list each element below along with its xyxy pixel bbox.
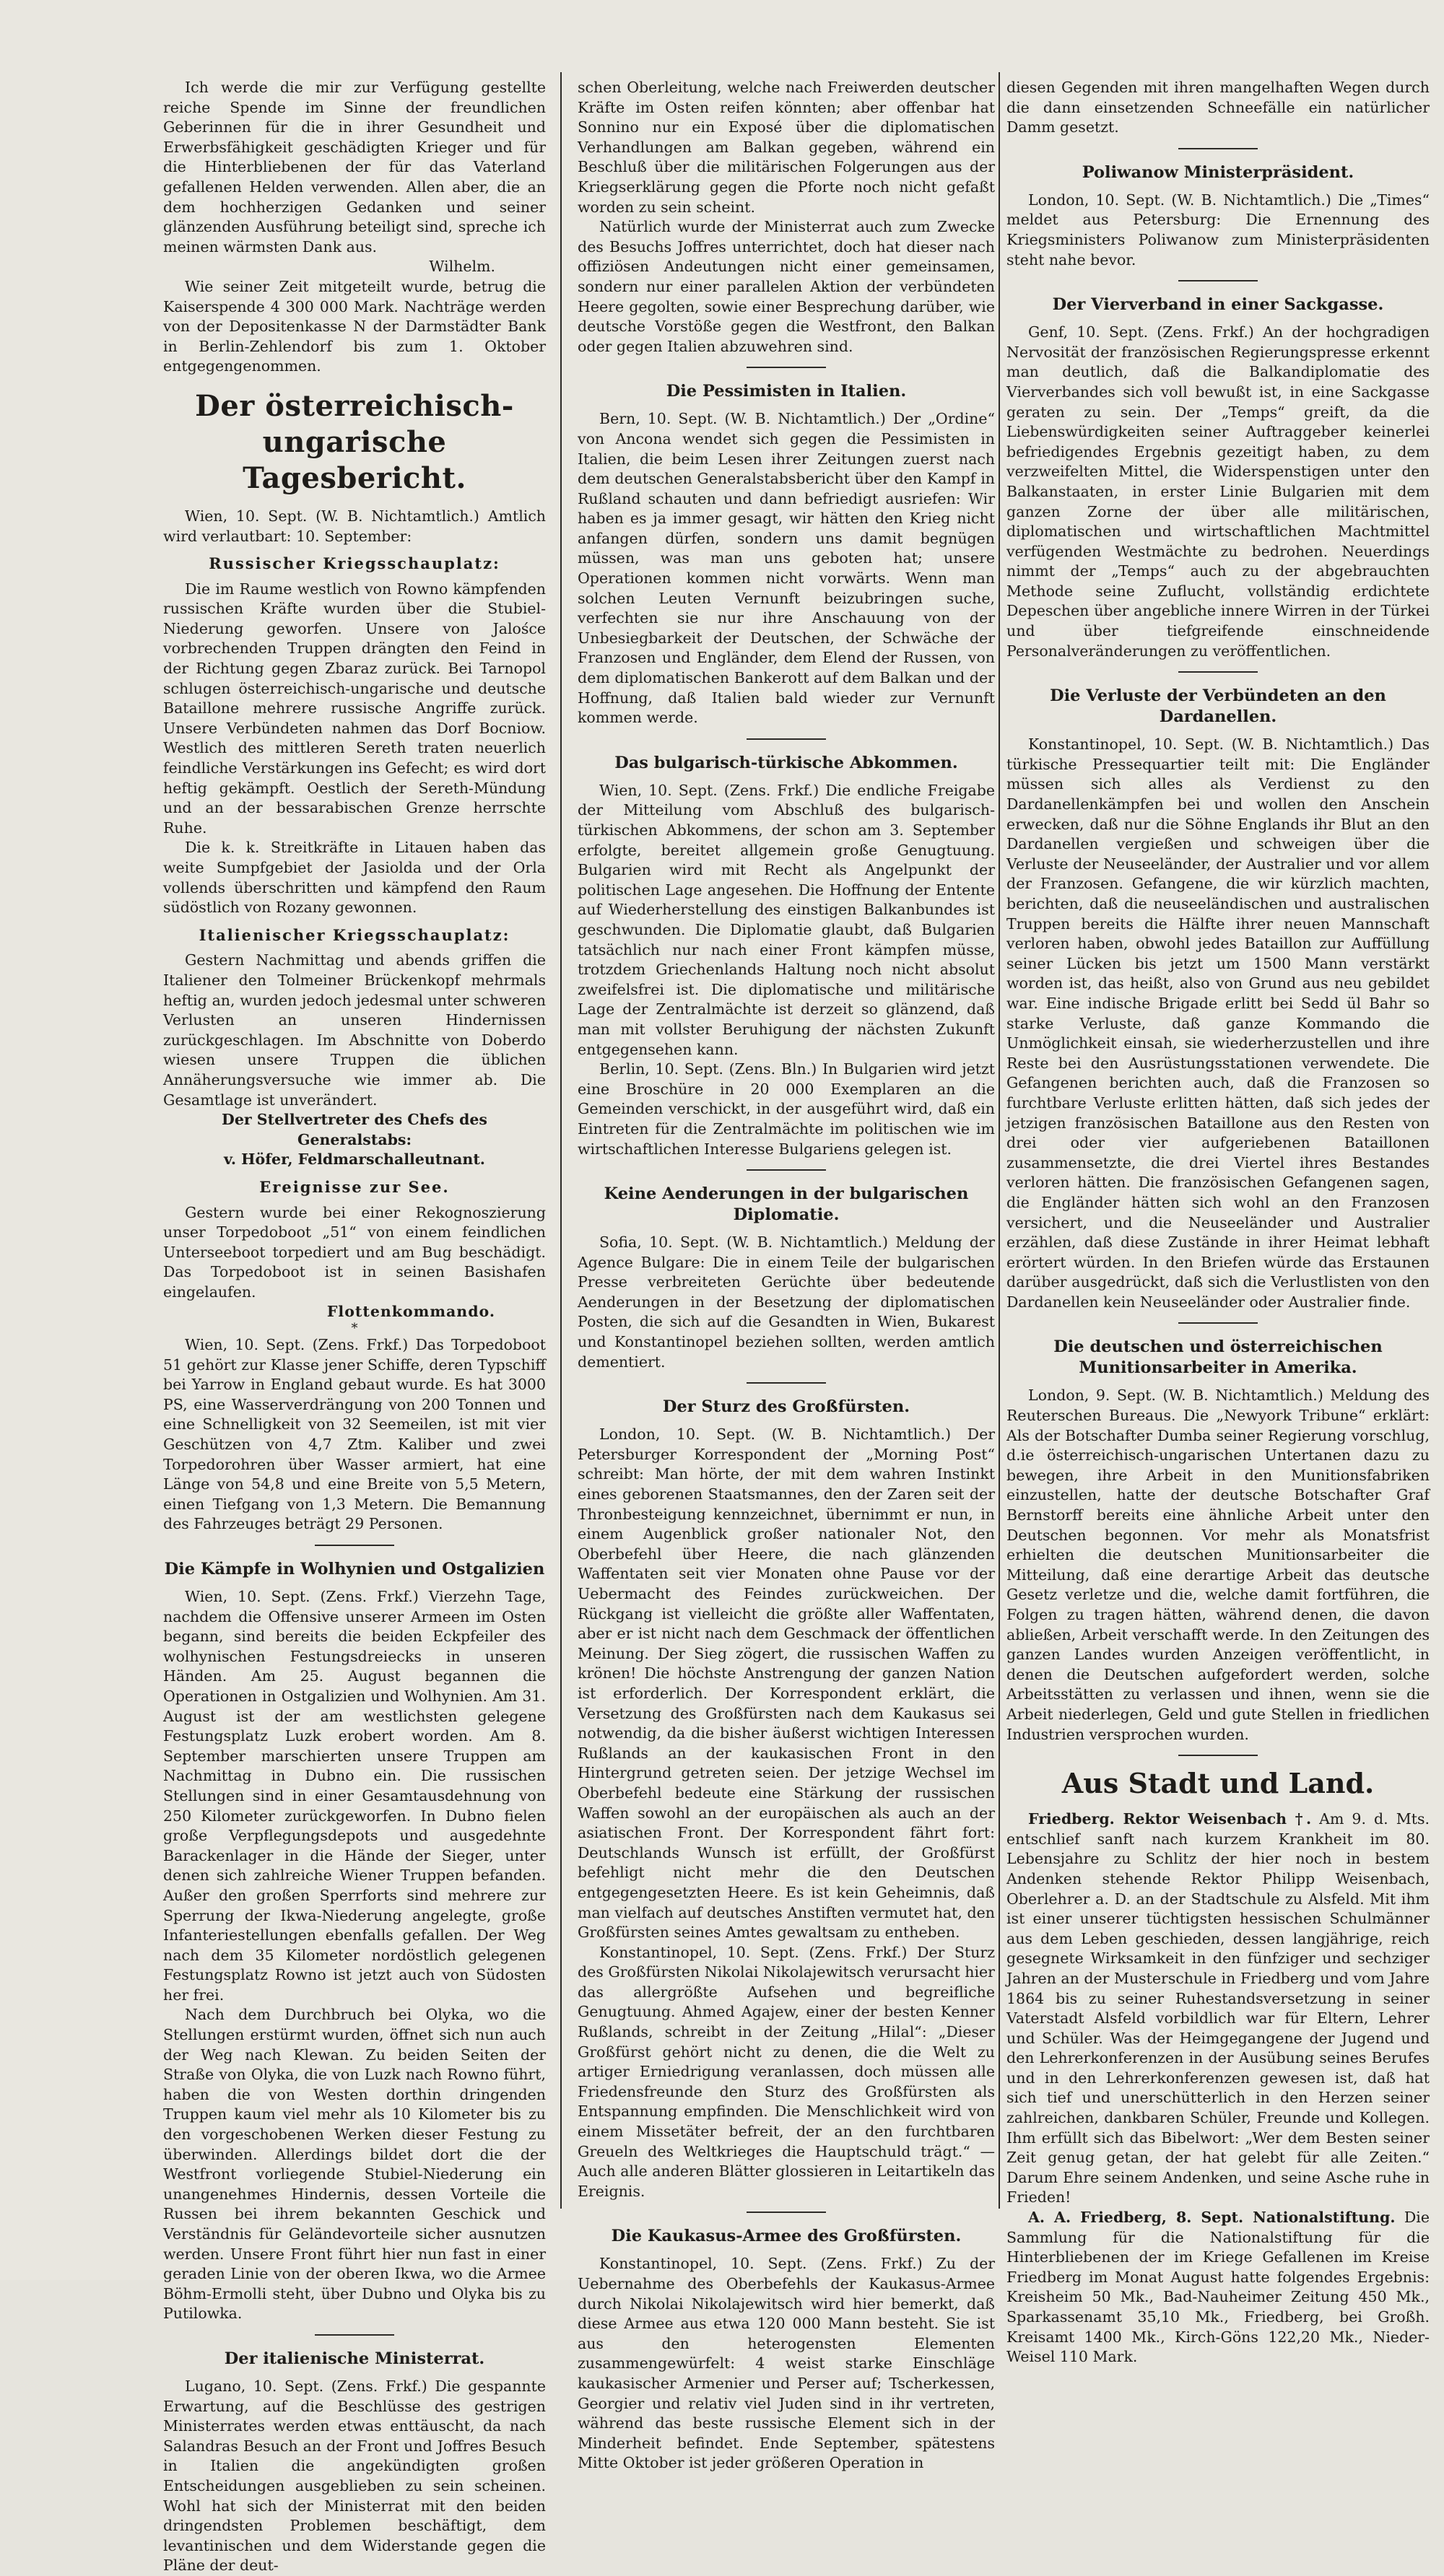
headline: Der Vierverband in einer Sackgasse.	[1052, 295, 1384, 315]
section-divider	[1178, 1755, 1258, 1756]
article-text: Die Sammlung für die Nationalstiftung für die Hinterbliebenen der im Kriege Gefallenen im Kreise Friedberg im Monat August hatte folgendes Ergebnis: Kreisheim 50 Mk., Bad-Nauheimer Zeitung 450 Mk., Sparkassenamt 35,10 Mk., Friedberg, bei Großh. Kreisamt 1400 Mk., Kirch-Göns 122,20 Mk., Nieder-Weisel 110 Mark.	[1006, 2209, 1430, 2366]
article-paragraph: Konstantinopel, 10. Sept. (W. B. Nichtamtlich.) Das türkische Pressequartier teilt mit: Die Engländer müssen sich alles als Verdienst zu den Dardanellenkämpfen bei und wollen den Anschein erwecken, daß nur die Söhne Englands ihr Blut an den Dardanellen vergießen und schweigen über die Verluste der Neuseeländer, der Australier und vor allem der Franzosen. Gefangene, die wir kürzlich machten, berichten, daß die neuseeländischen und australischen Truppen bereits die Hälfte ihrer neuen Mannschaft verloren haben, obwohl jedes Bataillon zur Auffüllung seiner Lücken bis jetzt um 1500 Mann verstärkt worden ist, das heißt, also von Grund aus neu gebildet war. Eine indische Brigade erlitt bei Sedd ül Bahr so starke Verluste, daß ganze Kommando die Unmöglichkeit einsah, sie wiederherzustellen und ihre Reste bei den Ausrüstungsstationen verwendete. Die Gefangenen berichten auch, daß die Franzosen so furchtbare Verluste erlitten hätten, daß sich jedes der jetzigen französischen Bataillone aus den Resten von drei oder vier aufgeriebenen Bataillonen zusammensetzte, die drei Viertel ihres Bestandes verloren hätten. Die französischen Gefangenen sagen, die Engländer hätten sich wohl an den Franzosen versichert, und die Neuseeländer und Australier erzählen, daß diese Zustände in ihrer Heimat lebhaft erörtert würden. In den Briefen würde das Erstaunen darüber ausgedrückt, daß sich die Verlustlisten von den Dardanellen kein Neuseeländer oder Australier finde.	[1006, 735, 1430, 1311]
section-divider	[1178, 148, 1258, 149]
section-divider	[315, 1545, 394, 1546]
signature: Der Stellvertreter des Chefs des Generalstabs:	[222, 1111, 487, 1148]
signature: Wilhelm.	[429, 258, 495, 276]
article-lead: Friedberg. Rektor Weisenbach †.	[1028, 1810, 1312, 1828]
article-paragraph: Lugano, 10. Sept. (Zens. Frkf.) Die gespannte Erwartung, auf die Beschlüsse des gestrigen Ministerrates werden etwas enttäuscht, da nach Salandras Besuch an der Front und Joffres Besuch in Italien die angekündigten großen Entscheidungen ausgeblieben zu sein scheinen. Wohl hat sich der Ministerrat mit den beiden dringendsten Problemen beschäftigt, dem levantinischen und dem Widerstande gegen die Pläne der deut-	[163, 2377, 546, 2575]
subheading: Italienischer Kriegsschauplatz:	[199, 925, 510, 944]
section-divider	[1178, 671, 1258, 673]
article-paragraph: Die k. k. Streitkräfte in Litauen haben das weite Sumpfgebiet der Jasiolda und der Orla vollends überschritten und kämpfend den Raum südöstlich von Rozany gewonnen.	[163, 839, 546, 917]
subheading: Ereignisse zur See.	[259, 1177, 450, 1196]
column-rule	[560, 72, 562, 2209]
headline: Die Kämpfe in Wolhynien und Ostgalizien	[164, 1560, 545, 1579]
column-middle	[578, 78, 996, 2472]
article-paragraph: Wien, 10. Sept. (Zens. Frkf.) Die endliche Freigabe der Mitteilung vom Abschluß des bulgarisch-türkischen Abkommens, der schon am 3. September erfolgte, bereitet allgemein große Genugtuung. Bulgarien wird mit Recht als Angelpunkt der politischen Lage angesehen. Die Hoffnung der Entente auf Wiederherstellung des einstigen Balkanbundes ist geschwunden. Die Diplomatie glaubt, daß Bulgarien tatsächlich nur nach einer Front kämpfen müsse, trotzdem Griechenlands Haltung noch nicht absolut zweifelsfrei ist. Die diplomatische und militärische Lage der Zentralmächte ist derzeit so glänzend, daß man mit vollster Beruhigung der nächsten Zukunft entgegensehen kann.	[578, 781, 995, 1058]
section-divider	[1178, 1322, 1258, 1324]
column-rule	[999, 72, 1000, 2209]
headline: Der Sturz des Großfürsten.	[662, 1397, 910, 1417]
article-paragraph: Wien, 10. Sept. (Zens. Frkf.) Vierzehn Tage, nachdem die Offensive unserer Armeen im Osten begann, sind bereits die beiden Eckpfeiler des wolhynischen Festungsdreiecks in unseren Händen. Am 25. August begannen die Operationen in Ostgalizien und Wolhynien. Am 31. August ist der am westlichsten gelegene Festungsplatz Luzk erobert worden. Am 8. September marschierten unsere Truppen am Nachmittag in Dubno ein. Die russischen Stellungen sind in einer Gesamtausdehnung von 250 Kilometer zurückgeworfen. In Dubno fielen große Verpflegungsdepots und ausgedehnte Barackenlager in die Hände der Sieger, unter denen sich zahlreiche Wiener Truppen befanden. Außer den großen Sperrforts sind mehrere zur Sperrung der Ikwa-Niederung angelegte, große Infanteriestellungen ebenfalls gefallen. Der Weg nach dem 35 Kilometer nordöstlich gelegenen Festungsplatz Rowno ist jetzt auch von Südosten her frei.	[163, 1588, 546, 2004]
article-paragraph: Berlin, 10. Sept. (Zens. Bln.) In Bulgarien wird jetzt eine Broschüre in 20 000 Exemplaren an die Gemeinden verschickt, in der ausgeführt wird, daß ein Eintreten für die Zentralmächte im politischen wie im wirtschaftlichen Interesse Bulgariens gelegen ist.	[578, 1060, 995, 1158]
section-divider	[747, 738, 826, 740]
article-paragraph: Gestern wurde bei einer Rekognoszierung unser Torpedoboot „51“ von einem feindlichen Unterseeboot torpediert und am Bug beschädigt. Das Torpedoboot ist in seinen Basishafen eingelaufen.	[163, 1203, 546, 1301]
article-paragraph: Ich werde die mir zur Verfügung gestellte reiche Spende im Sinne der freundlichen Geberinnen für die in ihrer Gesundheit und Erwerbsfähigkeit geschädigten Krieger und für die Hinterbliebenen der für das Vaterland gefallenen Helden verwenden. Allen aber, die an dem hochherzigen Gedanken und seiner glänzenden Ausführung beteiligt sind, spreche ich meinen wärmsten Dank aus.	[163, 79, 546, 256]
headline: Keine Aenderungen in der bulgarischen Diplomatie.	[604, 1184, 969, 1225]
article-paragraph: Wie seiner Zeit mitgeteilt wurde, betrug die Kaiserspende 4 300 000 Mark. Nachträge werden von der Depositenkasse N der Darmstädter Bank in Berlin-Zehlendorf bis zum 1. Oktober entgegengenommen.	[163, 277, 546, 375]
article-paragraph: London, 9. Sept. (W. B. Nichtamtlich.) Meldung des Reuterschen Bureaus. Die „Newyork Tribune“ erklärt: Als der Botschafter Dumba seiner Regierung vorschlug, d.ie österreichisch-ungarischen Untertanen dazu zu bewegen, ihre Arbeit in den Munitionsfabriken einzustellen, hatte der deutsche Botschafter Graf Bernstorff bereits eine ähnliche Arbeit unter den Deutschen begonnen. Vor mehr als Monatsfrist erhielten die deutschen Munitionsarbeiter die Mitteilung, daß eine derartige Arbeit das deutsche Gesetz verletze und die, welche damit fortführen, die Folgen zu tragen hätten, während denen, die davon abließen, Arbeit verschafft werde. In den Zeitungen des ganzen Landes wurden Anzeigen veröffentlicht, in denen die Deutschen aufgefordert werden, solche Arbeitsstätten zu verlassen und ihnen, wenn sie die Arbeit niederlegen, Geld und gute Stellen in friedlichen Industrien versprochen wurden.	[1006, 1387, 1430, 1743]
article-paragraph: Wien, 10. Sept. (Zens. Frkf.) Das Torpedoboot 51 gehört zur Klasse jener Schiffe, deren Typschiff bei Yarrow in England gebaut wurde. Es hat 3000 PS, eine Wasserverdrängung von 200 Tonnen und eine Schnelligkeit von 32 Seemeilen, ist mit vier Geschützen von 4,7 Ztm. Kaliber und zwei Torpedorohren über Wasser armiert, hat eine Länge von 54,8 und eine Breite von 5,5 Metern, einen Tiefgang von 1,3 Metern. Die Bemannung des Fahrzeuges beträgt 29 Personen.	[163, 1336, 546, 1533]
column-right	[1006, 78, 1430, 2366]
article-paragraph: London, 10. Sept. (W. B. Nichtamtlich.) Die „Times“ meldet aus Petersburg: Die Ernennung des Kriegsministers Poliwanow zum Ministerpräsidenten steht nahe bevor.	[1006, 191, 1430, 268]
article-paragraph: Gestern Nachmittag und abends griffen die Italiener den Tolmeiner Brückenkopf mehrmals heftig an, wurden jedoch jedesmal unter schweren Verlusten an unseren Hindernissen zurückgeschlagen. Im Abschnitte von Doberdo wiesen unsere Truppen die üblichen Annäherungsversuche wie immer ab. Die Gesamtlage ist unverändert.	[163, 951, 546, 1109]
section-divider	[747, 367, 826, 368]
section-divider	[315, 2334, 394, 2336]
article-paragraph: Konstantinopel, 10. Sept. (Zens. Frkf.) Der Sturz des Großfürsten Nikolai Nikolajewitsch verursacht hier das allergrößte Aufsehen und begreifliche Genugtuung. Ahmed Agajew, einer der besten Kenner Rußlands, schreibt in der Zeitung „Hilal“: „Dieser Großfürst gehört nicht zu denen, die die Welt zu artiger Erniedrigung veranlassen, doch müssen alle Friedensfreunde den Sturz des Großfürsten als Entspannung empfinden. Die Menschlichkeit wird von einem Missetäter befreit, der an den furchtbaren Greueln des Weltkrieges die Hauptschuld trägt.“ — Auch alle anderen Blätter glossieren in Leitartikeln das Ereignis.	[578, 1943, 996, 2200]
article-lead: A. A. Friedberg, 8. Sept. Nationalstiftung.	[1028, 2209, 1396, 2227]
article-paragraph: Nach dem Durchbruch bei Olyka, wo die Stellungen erstürmt wurden, öffnet sich nun auch der Weg nach Klewan. Zu beiden Seiten der Straße von Olyka, die von Luzk nach Rowno führt, haben die von Westen dorthin dringenden Truppen kaum viel mehr als 10 Kilometer bis zu den vorgeschobenen Werken dieser Festung zu überwinden. Allerdings bildet dort die der Westfront vorliegende Stubiel-Niederung ein unangenehmes Hindernis, dessen Vorteile die Russen bei ihrem bekannten Geschick und Verständnis für Geländevorteile sicher ausnutzen werden. Unsere Front führt hier nun fast in einer geraden Linie von der oberen Ikwa, wo die Armee Böhm-Ermolli steht, über Dubno und Olyka bis zu Putilowka.	[163, 2006, 546, 2323]
headline: Die Kaukasus-Armee des Großfürsten.	[611, 2227, 962, 2246]
headline: Der italienische Ministerrat.	[224, 2349, 485, 2368]
headline: Poliwanow Ministerpräsident.	[1082, 162, 1354, 182]
section-divider	[1178, 280, 1258, 281]
signature: Flottenkommando.	[326, 1303, 495, 1321]
headline: Die Pessimisten in Italien.	[666, 382, 907, 401]
article-paragraph	[1006, 1809, 1430, 2208]
headline: Die Verluste der Verbündeten an den Dardanellen.	[1050, 686, 1386, 727]
article-paragraph: diesen Gegenden mit ihren mangelhaften Wegen durch die dann einsetzenden Schneefälle ein natürlicher Damm gesetzt.	[1006, 79, 1430, 136]
section-divider	[747, 2212, 826, 2213]
article-paragraph: Die im Raume westlich von Rowno kämpfenden russischen Kräfte wurden über die Stubiel-Niederung geworfen. Unsere von Jalośce vorbrechenden Truppen drängten den Feind in der Richtung gegen Zbaraz zurück. Bei Tarnopol schlugen österreichisch-ungarische und deutsche Bataillone mehrere russische Angriffe zurück. Unsere Verbündeten nahmen das Dorf Bocniow. Westlich des mittleren Sereth traten neuerlich feindliche Verstärkungen ins Gefecht; es wird dort heftig gekämpft. Oestlich der Sereth-Mündung und an der bessarabischen Grenze herrschte Ruhe.	[163, 580, 546, 837]
section-divider	[747, 1169, 826, 1171]
headline-tagesbericht: Der österreichisch-ungarische Tagesbericht.	[195, 388, 514, 495]
article-paragraph	[1006, 2208, 1430, 2367]
article-text: Am 9. d. Mts. entschlief sanft nach kurzem Krankheit im 80. Lebensjahre zu Schlitz der hier noch in bestem Andenken stehende Rektor Philipp Weisenbach, Oberlehrer a. D. an der Stadtschule zu Alsfeld. Mit ihm ist einer unserer tüchtigsten hessischen Schulmänner aus dem Leben geschieden, dessen langjährige, reich gesegnete Wirksamkeit in den fünfziger und sechziger Jahren an der Musterschule in Friedberg und vom Jahre 1864 bis zu seiner Ruhestandsversetzung in seiner Vaterstadt Alsfeld vorbildlich war für Eltern, Lehrer und Schüler. Was der Heimgegangene der Jugend und den Lehrerkonferenzen in der Ausübung seines Berufes und in den Lehrerkonferenzen gewesen ist, daß hat sich tief und unerschütterlich in den Herzen seiner zahlreichen, dankbaren Schüler, Freunde und Kollegen. Ihm erfüllt sich das Bibelwort: „Wer dem Besten seiner Zeit genug getan, der hat gelebt für alle Zeiten.“ Darum Ehre seinem Andenken, und seine Asche ruhe in Frieden!	[1006, 1810, 1430, 2206]
subheading: Russischer Kriegsschauplatz:	[209, 554, 500, 573]
article-paragraph: Bern, 10. Sept. (W. B. Nichtamtlich.) Der „Ordine“ von Ancona wendet sich gegen die Pessimisten in Italien, die beim Lesen ihrer Zeitungen zuerst nach dem deutschen Generalstabsbericht über den Kampf in Rußland schauten und dann befriedigt ausriefen: Wir haben es ja immer gesagt, wir hätten den Krieg nicht anfangen dürfen, sondern uns damit begnügen müssen, was man uns geboten hat; unsere Operationen kommen nicht vorwärts. Wenn man solchen Leuten Vernunft beizubringen suche, verfechten sie nur ihre Anschauung von der Unbesiegbarkeit der Deutschen, der Schwäche der Franzosen und Engländer, dem Elend der Russen, von dem diplomatischen Bankerott auf dem Balkan und der Hoffnung, daß Italien bald wieder zur Vernunft kommen werde.	[578, 410, 995, 727]
signature: v. Höfer, Feldmarschalleutnant.	[224, 1151, 485, 1169]
section-divider	[747, 1382, 826, 1384]
separator-star: *	[351, 1321, 358, 1337]
column-left	[163, 78, 546, 2575]
article-paragraph: Wien, 10. Sept. (W. B. Nichtamtlich.) Amtlich wird verlautbart: 10. September:	[163, 507, 546, 545]
article-paragraph: London, 10. Sept. (W. B. Nichtamtlich.) Der Petersburger Korrespondent der „Morning Post“ schreibt: Man hörte, der mit dem wahren Instinkt eines geborenen Staatsmannes, den der Zaren seit der Thronbesteigung kennzeichnet, übernimmt er nun, in einem Augenblick großer nationaler Not, den Oberbefehl über Heere, die nach glänzenden Waffentaten seit vier Monaten ohne Pause vor der Uebermacht des Feindes zurückweichen. Der Rückgang ist vielleicht die größte aller Waffentaten, aber er ist nicht nach dem Geschmack der öffentlichen Meinung. Der Sieg zögert, die russischen Waffen zu krönen! Die höchste Anstrengung der ganzen Nation ist erforderlich. Der Korrespondent erklärt, die Versetzung des Großfürsten nach dem Kaukasus sei notwendig, da die bisher äußerst wichtigen Interessen Rußlands an der kaukasischen Front in den Hintergrund getreten seien. Der jetzige Wechsel im Oberbefehl bedeute eine Stärkung der russischen Waffen sowohl an der europäischen als auch an der asiatischen Front. Der Korrespondent fährt fort: Deutschlands Wunsch ist erfüllt, der Großfürst befehligt nicht mehr die den Deutschen entgegengesetzten Heere. Es ist kein Geheimnis, daß man vielfach auf deutsches Anstiften vermutet hat, den Großfürsten seines Amtes gewaltsam zu entheben.	[578, 1425, 995, 1942]
article-paragraph: Konstantinopel, 10. Sept. (Zens. Frkf.) Zu der Uebernahme des Oberbefehls der Kaukasus-Armee durch Nikolai Nikolajewitsch wird hier bemerkt, daß diese Armee aus etwa 120 000 Mann besteht. Sie ist aus den heterogensten Elementen zusammengewürfelt: 4 weist starke Einschläge kaukasischer Armenier und Perser auf; Tscherkessen, Georgier und relativ viel Juden sind in ihr vertreten, während das beste russische Element sich in der Minderheit befindet. Ende September, spätestens Mitte Oktober ist jeder größeren Operation in	[578, 2255, 995, 2472]
article-paragraph: schen Oberleitung, welche nach Freiwerden deutscher Kräfte im Osten reifen könnten; aber offenbar hat Sonnino nur ein Exposé über die diplomatischen Verhandlungen am Balkan gegeben, während ein Beschluß über die militärischen Folgerungen aus der Kriegserklärung gegen die Pforte noch nicht gefaßt worden zu sein scheint.	[578, 79, 995, 216]
section-headline-stadt-und-land: Aus Stadt und Land.	[1061, 1767, 1375, 1800]
headline: Das bulgarisch-türkische Abkommen.	[614, 753, 958, 772]
headline: Die deutschen und österreichischen Munitionsarbeiter in Amerika.	[1053, 1337, 1383, 1378]
article-paragraph: Natürlich wurde der Ministerrat auch zum Zwecke des Besuchs Joffres unterrichtet, doch hat dieser nach offiziösen Andeutungen nicht einer gemeinsamen, sondern nur einer parallelen Aktion der verbündeten Heere gegolten, sowie einer Besprechung darüber, wie deutsche Vorstöße gegen die Westfront, den Balkan oder gegen Italien abzuwehren sind.	[578, 218, 995, 355]
article-paragraph: Sofia, 10. Sept. (W. B. Nichtamtlich.) Meldung der Agence Bulgare: Die in einem Teile der bulgarischen Presse verbreiteten Gerüchte über bedeutende Aenderungen in der Besetzung der diplomatischen Posten, die sich auf die Gesandten in Wien, Bukarest und Konstantinopel beziehen sollten, werden amtlich dementiert.	[578, 1234, 995, 1371]
article-paragraph: Genf, 10. Sept. (Zens. Frkf.) An der hochgradigen Nervosität der französischen Regierungspresse erkennt man deutlich, daß die Balkandiplomatie des Vierverbandes sich voll bewußt ist, in eine Sackgasse geraten zu sein. Der „Temps“ greift, da die Liebenswürdigkeiten seiner Auftraggeber keinerlei befriedigendes Ergebnis gezeitigt haben, zu dem verzweifelten Mittel, die Widerspenstigen unter den Balkanstaaten, in erster Linie Bulgarien mit dem ganzen Zorne der über alle militärischen, diplomatischen und wirtschaftlichen Machtmittel verfügenden Westmächte zu bedrohen. Neuerdings nimmt der „Temps“ auch zu der abgebrauchten Methode seine Zuflucht, vollständig erdichtete Depeschen über angebliche innere Wirren in der Türkei und über tiefgreifende einschneidende Personalveränderungen zu veröffentlichen.	[1006, 323, 1430, 660]
